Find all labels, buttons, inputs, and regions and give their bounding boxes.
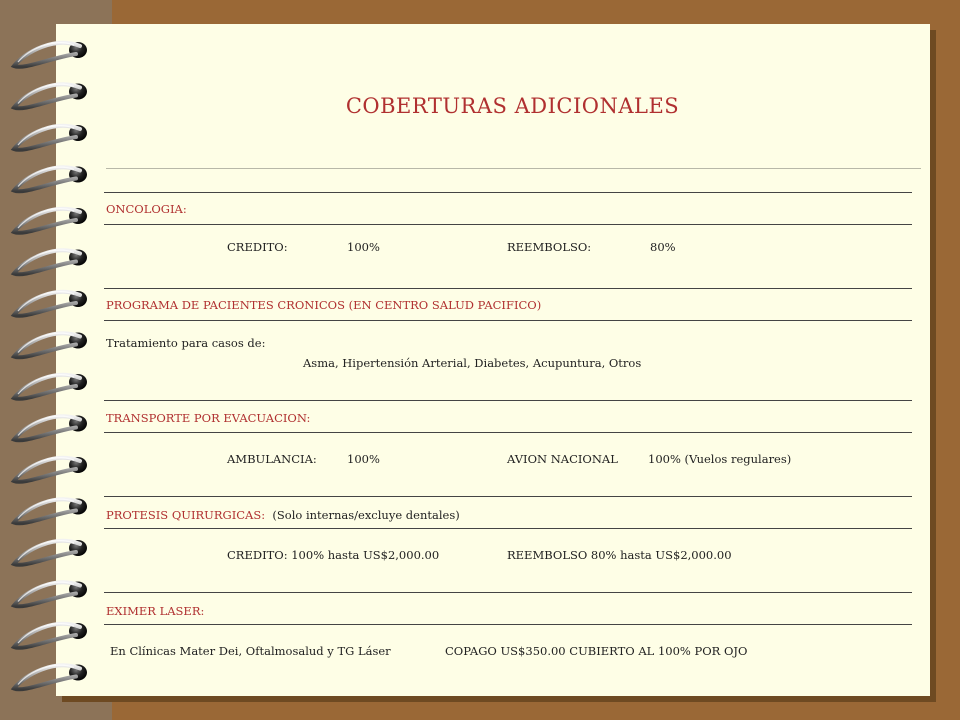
protesis-header-note: (Solo internas/excluye dentales) bbox=[272, 508, 460, 522]
protesis-credito: CREDITO: 100% hasta US$2,000.00 bbox=[227, 548, 440, 562]
transporte-ambulancia-value: 100% bbox=[347, 452, 380, 466]
transporte-avion-value: 100% (Vuelos regulares) bbox=[648, 452, 792, 466]
divider bbox=[104, 224, 912, 225]
transporte-avion-label: AVION NACIONAL bbox=[507, 452, 618, 466]
divider bbox=[104, 624, 912, 625]
oncologia-credito-value: 100% bbox=[347, 240, 380, 254]
oncologia-reembolso-label: REEMBOLSO: bbox=[507, 240, 592, 254]
section-header-oncologia: ONCOLOGIA: bbox=[106, 202, 187, 216]
cronicos-intro: Tratamiento para casos de: bbox=[106, 336, 266, 350]
transporte-ambulancia-label: AMBULANCIA: bbox=[227, 452, 317, 466]
oncologia-reembolso-value: 80% bbox=[650, 240, 676, 254]
section-header-cronicos: PROGRAMA DE PACIENTES CRONICOS (EN CENTRO SALUD PACIFICO) bbox=[106, 298, 542, 312]
divider bbox=[104, 496, 912, 497]
section-header-protesis: PROTESIS QUIRURGICAS: bbox=[106, 508, 266, 522]
divider bbox=[106, 168, 921, 169]
divider bbox=[104, 192, 912, 193]
divider bbox=[104, 288, 912, 289]
divider bbox=[104, 320, 912, 321]
divider bbox=[104, 528, 912, 529]
section-header-protesis-row bbox=[106, 508, 460, 522]
divider bbox=[104, 592, 912, 593]
cronicos-list: Asma, Hipertensión Arterial, Diabetes, Acupuntura, Otros bbox=[303, 356, 642, 370]
section-header-eximer: EXIMER LASER: bbox=[106, 604, 205, 618]
divider bbox=[104, 432, 912, 433]
oncologia-credito-label: CREDITO: bbox=[227, 240, 288, 254]
protesis-reembolso: REEMBOLSO 80% hasta US$2,000.00 bbox=[507, 548, 732, 562]
eximer-copago: COPAGO US$350.00 CUBIERTO AL 100% POR OJO bbox=[445, 644, 748, 658]
page-title: COBERTURAS ADICIONALES bbox=[345, 94, 680, 118]
section-header-transporte: TRANSPORTE POR EVACUACION: bbox=[106, 411, 311, 425]
eximer-clinicas: En Clínicas Mater Dei, Oftalmosalud y TG Láser bbox=[110, 644, 391, 658]
divider bbox=[104, 400, 912, 401]
